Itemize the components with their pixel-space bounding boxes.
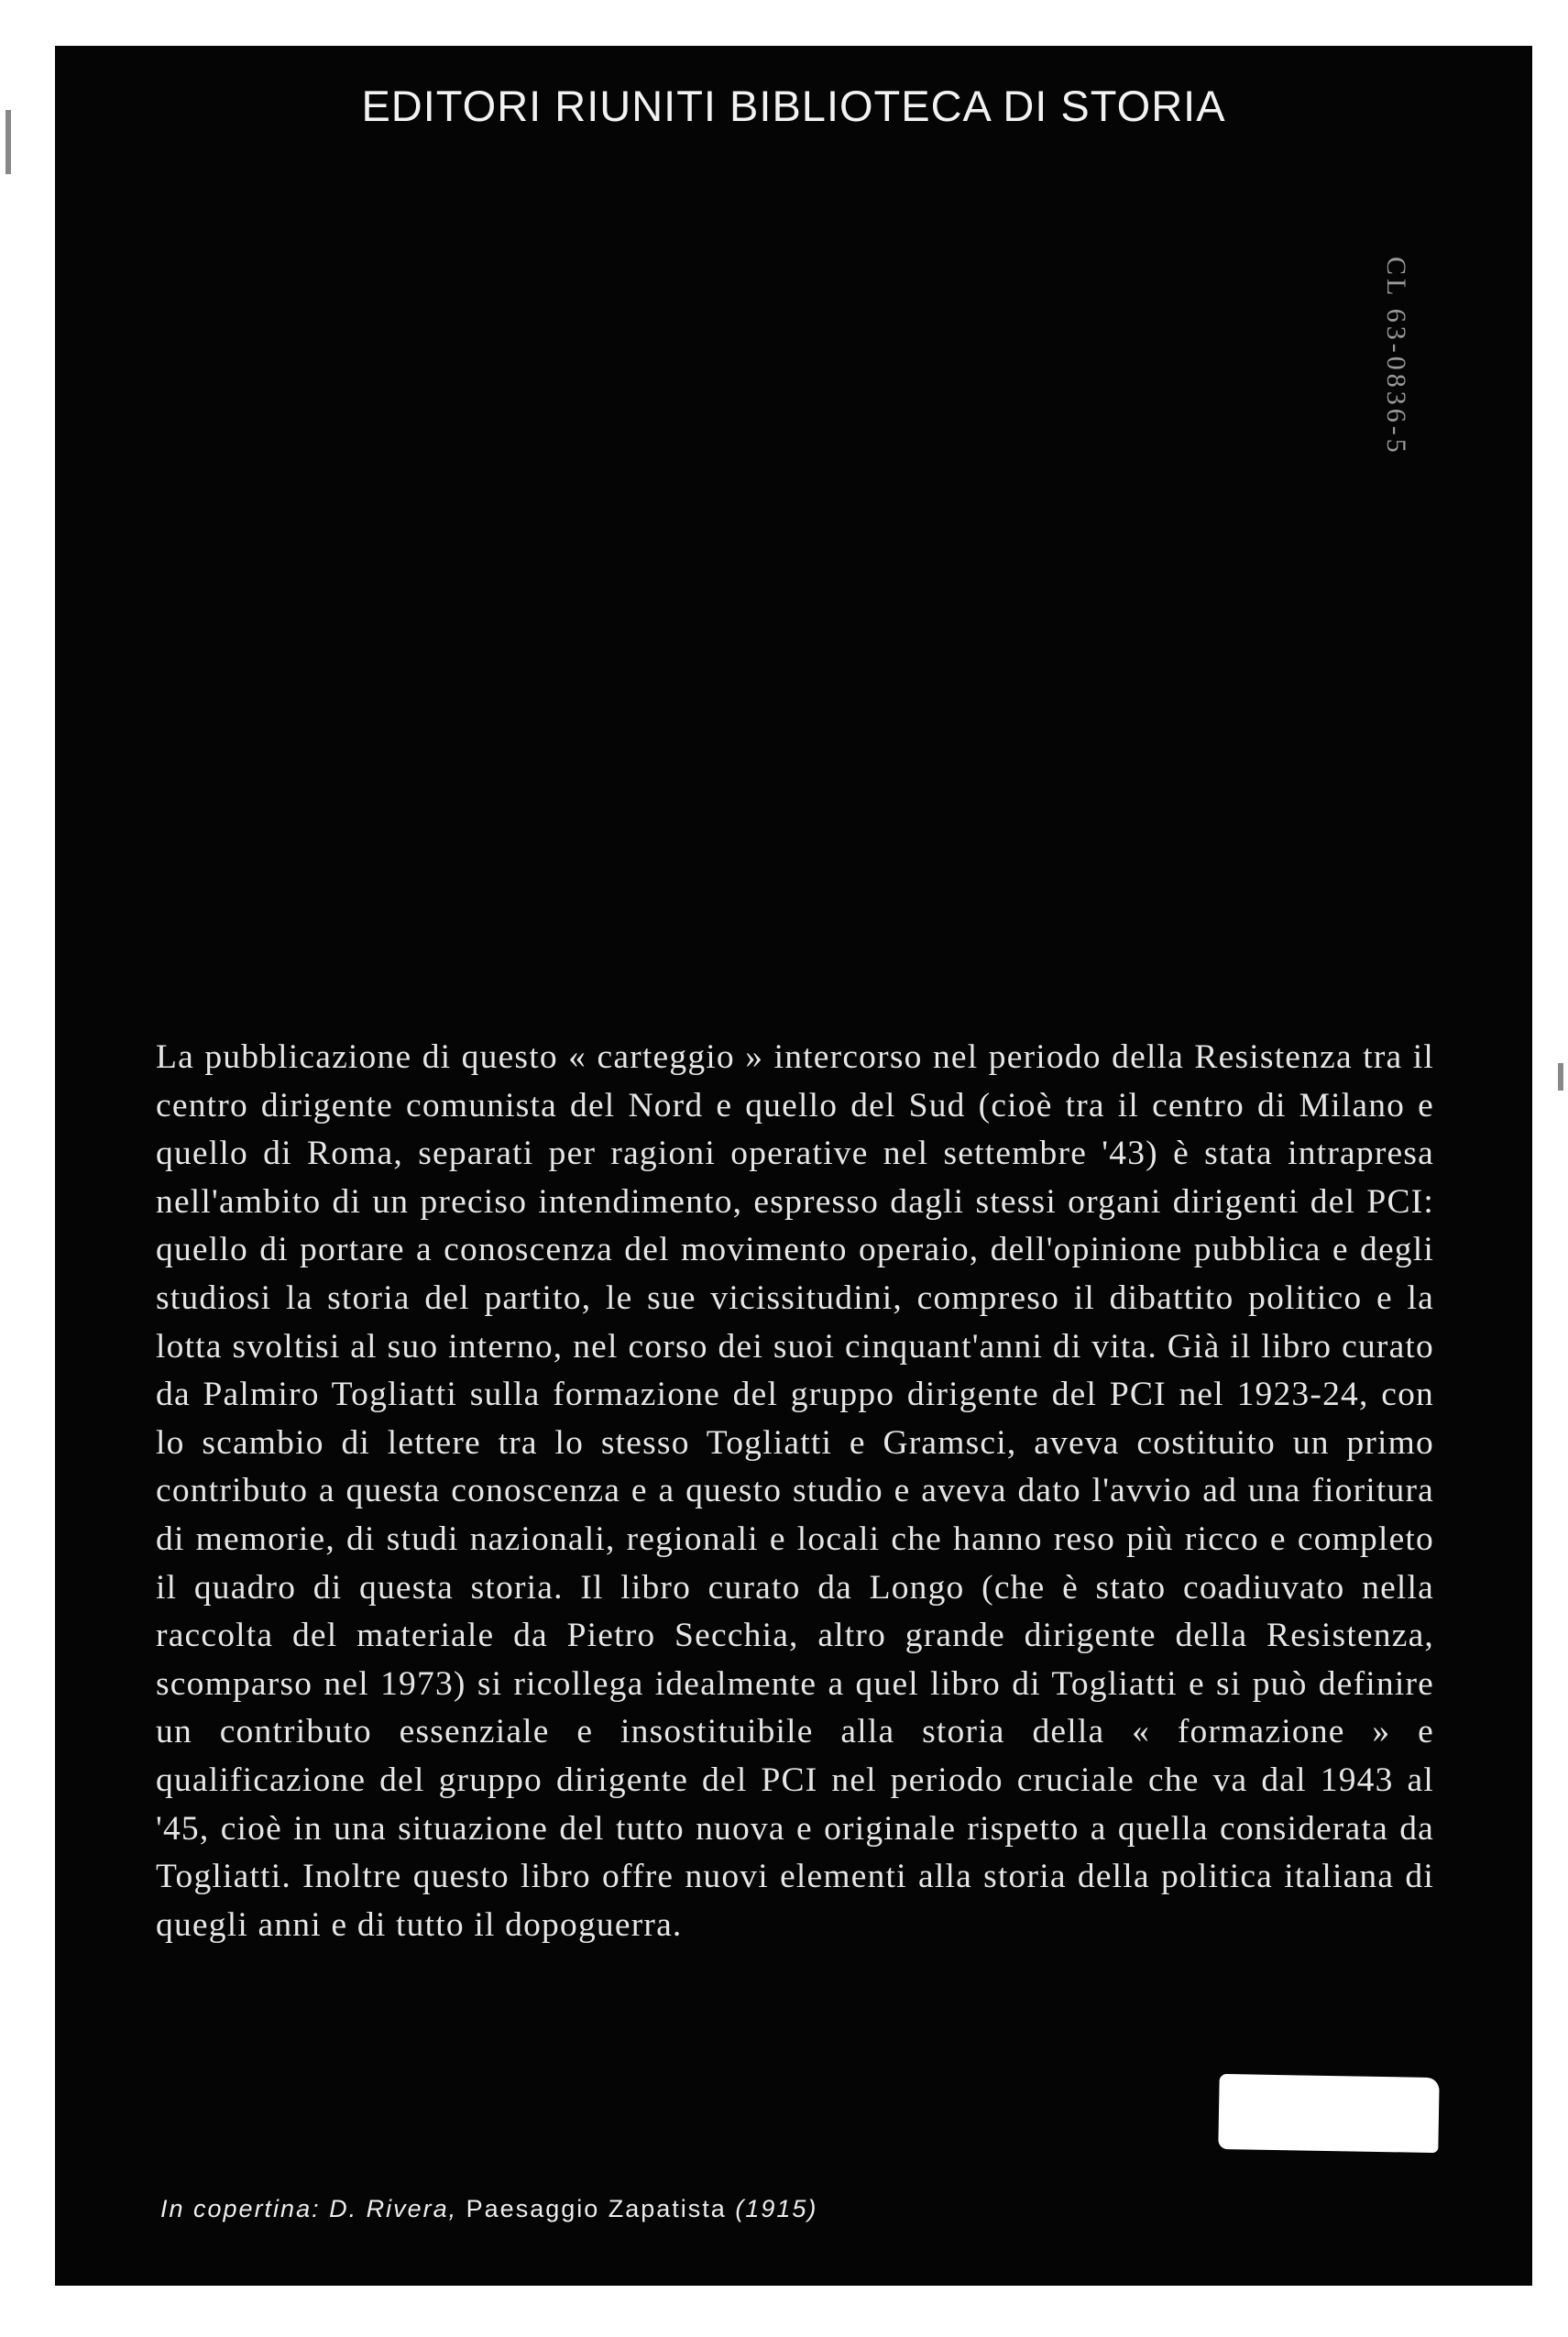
scan-mark: [5, 110, 11, 174]
credit-artist: D. Rivera,: [329, 2195, 458, 2222]
credit-prefix: In copertina:: [160, 2195, 321, 2222]
series-title: EDITORI RIUNITI BIBLIOTECA DI STORIA: [361, 82, 1226, 130]
side-code: CL 63-0836-5: [1381, 257, 1411, 456]
back-cover: [55, 46, 1532, 2286]
price-sticker: [1218, 2074, 1439, 2153]
credit-title: Paesaggio Zapatista: [466, 2195, 727, 2222]
blurb-text: La pubblicazione di questo « carteggio » intercorso nel periodo della Resistenza tra il centro dirigente comunista del Nord e quello del Sud (cioè tra il centro di Milano e quello di Roma, separati per ragioni operative nel settembre '43) è stata intrapresa nell'ambito di un preciso intendimento, espresso dagli stessi organi dirigenti del PCI: quello di portare a conoscenza del movimento operaio, dell'opinione pubblica e degli studiosi la storia del partito, le sue vicissitudini, compreso il dibattito politico e la lotta svoltisi al suo interno, nel corso dei suoi cinquant'anni di vita. Già il libro curato da Palmiro Togliatti sulla formazione del gruppo dirigente del PCI nel 1923-24, con lo scambio di lettere tra lo stesso Togliatti e Gramsci, aveva costituito un primo contributo a questa conoscenza e a questo studio e aveva dato l'avvio ad una fioritura di memorie, di studi nazionali, regionali e locali che hanno reso più ricco e completo il quadro di questa storia. Il libro curato da Longo (che è stato coadiuvato nella raccolta del materiale da Pietro Secchia, altro grande dirigente della Resistenza, scomparso nel 1973) si ricollega idealmente a quel libro di Togliatti e si può definire un contributo essenziale e insostituibile alla storia della « formazione » e qualificazione del gruppo dirigente del PCI nel periodo cruciale che va dal 1943 al '45, cioè in una situazione del tutto nuova e originale rispetto a quella considerata da Togliatti. Inoltre questo libro offre nuovi elementi alla storia della politica italiana di quegli anni e di tutto il dopoguerra.: [156, 1038, 1434, 1944]
cover-credit: [160, 2195, 817, 2223]
credit-year: (1915): [735, 2195, 818, 2222]
scan-mark: [1558, 1063, 1563, 1091]
